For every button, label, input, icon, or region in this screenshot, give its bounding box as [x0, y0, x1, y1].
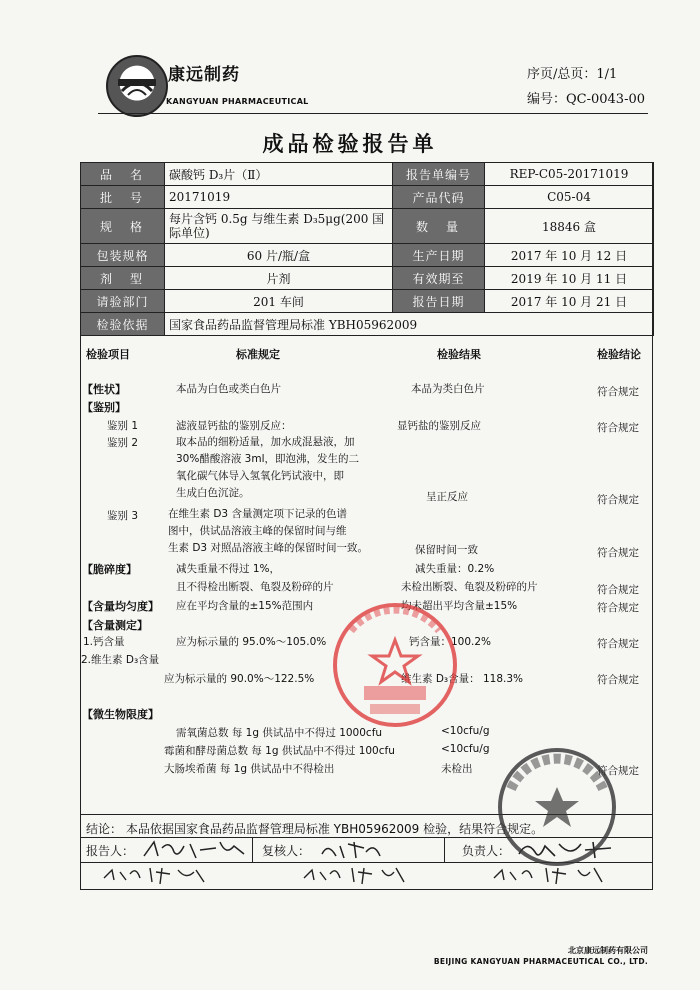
assay-item-2-standard: 应为标示量的 90.0%～122.5% [164, 673, 315, 685]
spec-label: 规 格 [81, 209, 165, 244]
footer-company-cn: 北京康远制药有限公司 [568, 946, 648, 955]
expiry-value: 2019 年 10 月 11 日 [485, 267, 654, 290]
product-value: 碳酸钙 D₃片（Ⅱ） [165, 163, 393, 186]
company-logo [106, 55, 168, 117]
report-title: 成品检验报告单 [262, 131, 438, 156]
section-assay: 【含量测定】 [82, 619, 148, 632]
assay-item-2-conclusion: 符合规定 [597, 674, 639, 686]
sign-separator [444, 837, 445, 862]
table-row [81, 186, 654, 209]
table-row [81, 209, 654, 244]
table-row [81, 313, 654, 336]
micro-conclusion: 符合规定 [597, 765, 639, 777]
table-row [81, 163, 654, 186]
report-date-label: 报告日期 [393, 290, 485, 313]
micro-line-1-standard: 需氧菌总数 每 1g 供试品中不得过 1000cfu [176, 727, 383, 739]
id3-conclusion: 符合规定 [597, 547, 639, 559]
table-row [81, 290, 654, 313]
reviewer-label: 复核人： [262, 844, 311, 858]
id3-result: 保留时间一致 [415, 544, 478, 556]
id3-label: 鉴别 3 [107, 510, 139, 522]
id1-result: 显钙盐的鉴别反应 [397, 420, 481, 432]
appearance-result: 本品为类白色片 [411, 383, 485, 395]
manager-label: 负责人： [462, 844, 511, 858]
logo-emblem-icon [108, 57, 166, 115]
product-info-table [80, 162, 654, 336]
table-row [81, 244, 654, 267]
form-label: 剂 型 [81, 267, 165, 290]
id2-standard-line: 取本品的细粉适量，加水成混悬液，加 [176, 436, 355, 448]
header-divider [98, 113, 648, 114]
reporter-date-icon [100, 862, 210, 886]
dept-value: 201 车间 [165, 290, 393, 313]
basis-label: 检验依据 [81, 313, 165, 336]
company-seal-stamp [495, 745, 620, 870]
id1-standard: 滤液显钙盐的鉴别反应： [176, 420, 292, 432]
id2-conclusion: 符合规定 [597, 494, 639, 506]
id3-standard-line: 生素 D3 对照品溶液主峰的保留时间一致。 [168, 542, 368, 554]
uniformity-result: 均未超出平均含量±15% [401, 600, 518, 612]
conclusion-text: 结论： 本品依据国家食品药品监督管理局标准 YBH05962009 检验，结果符合规定。 [86, 822, 544, 836]
code-value: C05-04 [485, 186, 654, 209]
id2-standard [176, 434, 359, 502]
micro-line-1-result: <10cfu/g [441, 725, 490, 737]
friability-standard-1: 减失重量不得过 1%， [176, 563, 280, 575]
page-info: 序页/总页：1/1 [527, 67, 618, 82]
company-name: 康远制药 [168, 65, 240, 85]
uniformity-standard: 应在平均含量的±15%范围内 [176, 600, 314, 612]
appearance-standard: 本品为白色或类白色片 [176, 383, 281, 395]
dept-label: 请验部门 [81, 290, 165, 313]
reporter-label: 报告人： [86, 844, 135, 858]
assay-item-1: 1.钙含量 [83, 636, 125, 648]
report-no-value: REP-C05-20171019 [485, 163, 654, 186]
reviewer-signature-icon [318, 838, 388, 862]
id3-standard [168, 506, 368, 557]
col-header-standard: 标准规定 [236, 348, 280, 361]
id2-label: 鉴别 2 [107, 437, 139, 449]
batch-value: 20171019 [165, 186, 393, 209]
friability-result-2: 未检出断裂、龟裂及粉碎的片 [401, 581, 538, 593]
code-label: 产品代码 [393, 186, 485, 209]
section-identification: 【鉴别】 [82, 401, 126, 414]
appearance-conclusion: 符合规定 [597, 386, 639, 398]
report-no-label: 报告单编号 [393, 163, 485, 186]
id1-conclusion: 符合规定 [597, 422, 639, 434]
col-header-result: 检验结果 [437, 348, 481, 361]
assay-item-2: 2.维生素 D₃含量 [81, 654, 160, 666]
uniformity-conclusion: 符合规定 [597, 602, 639, 614]
assay-item-1-standard: 应为标示量的 95.0%～105.0% [176, 636, 327, 648]
section-appearance: 【性状】 [82, 383, 126, 396]
micro-line-3-standard: 大肠埃希菌 每 1g 供试品中不得检出 [164, 763, 335, 775]
mfg-date-value: 2017 年 10 月 12 日 [485, 244, 654, 267]
micro-line-2-standard: 霉菌和酵母菌总数 每 1g 供试品中不得过 100cfu [164, 745, 395, 757]
document-number: 编号：QC-0043-00 [527, 92, 646, 107]
pack-value: 60 片/瓶/盒 [165, 244, 393, 267]
sign-separator [252, 837, 253, 862]
company-name-en: KANGYUAN PHARMACEUTICAL [166, 97, 309, 106]
product-label: 品 名 [81, 163, 165, 186]
qa-department-stamp [330, 600, 460, 730]
assay-item-2-result: 维生素 D₃含量： 118.3% [401, 673, 524, 685]
report-date-value: 2017 年 10 月 21 日 [485, 290, 654, 313]
section-uniformity: 【含量均匀度】 [82, 600, 159, 613]
micro-line-2-result: <10cfu/g [441, 743, 490, 755]
id3-standard-line: 图中，供试品溶液主峰的保留时间与维 [168, 525, 347, 537]
section-microbial: 【微生物限度】 [82, 708, 159, 721]
footer-company-en: BEIJING KANGYUAN PHARMACEUTICAL CO., LTD. [433, 957, 648, 966]
reviewer-date-icon [300, 862, 410, 886]
assay-item-1-conclusion: 符合规定 [597, 638, 639, 650]
form-value: 片剂 [165, 267, 393, 290]
friability-standard-2: 且不得检出断裂、龟裂及粉碎的片 [176, 581, 334, 593]
section-friability: 【脆碎度】 [82, 563, 137, 576]
friability-result-1: 减失重量：0.2% [415, 563, 495, 575]
mfg-date-label: 生产日期 [393, 244, 485, 267]
batch-label: 批 号 [81, 186, 165, 209]
spec-value: 每片含钙 0.5g 与维生素 D₃5μg(200 国际单位) [165, 209, 393, 244]
id2-standard-line: 氧化碳气体导入氢氧化钙试液中，即 [176, 470, 344, 482]
col-header-item: 检验项目 [86, 348, 130, 361]
id2-standard-line: 生成白色沉淀。 [176, 487, 250, 499]
reporter-signature-icon [140, 836, 250, 862]
qty-value: 18846 盒 [485, 209, 654, 244]
col-header-conclusion: 检验结论 [597, 348, 641, 361]
basis-value: 国家食品药品监督管理局标准 YBH05962009 [165, 313, 654, 336]
micro-line-3-result: 未检出 [441, 763, 473, 775]
friability-conclusion: 符合规定 [597, 584, 639, 596]
id2-result: 呈正反应 [426, 491, 468, 503]
id1-label: 鉴别 1 [107, 420, 139, 432]
id3-standard-line: 在维生素 D3 含量测定项下记录的色谱 [168, 508, 347, 520]
qty-label: 数 量 [393, 209, 485, 244]
pack-label: 包装规格 [81, 244, 165, 267]
table-row [81, 267, 654, 290]
assay-item-1-result: 钙含量：100.2% [409, 636, 492, 648]
expiry-label: 有效期至 [393, 267, 485, 290]
id2-standard-line: 30%醋酸溶液 3ml，即泡沸，发生的二 [176, 453, 360, 465]
